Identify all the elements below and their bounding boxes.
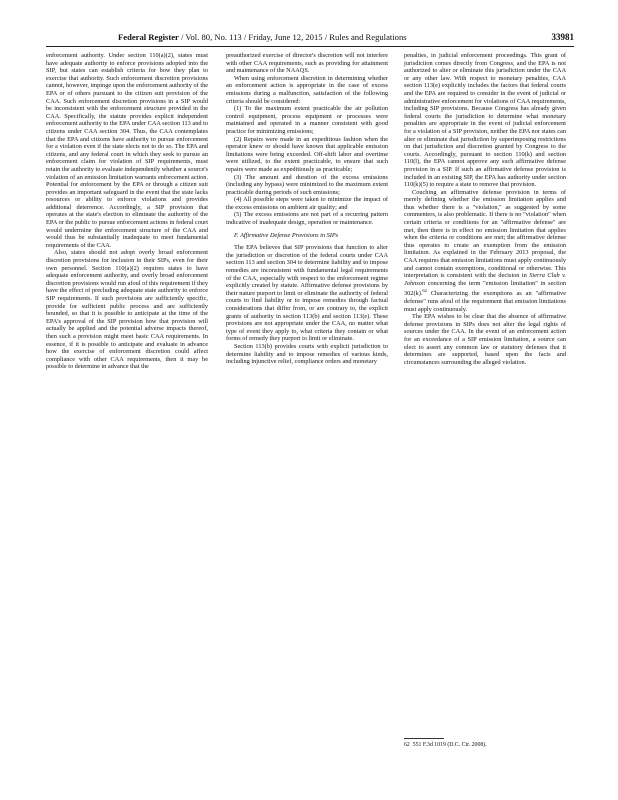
publication-name: Federal Register	[118, 32, 179, 42]
paragraph: (1) To the maximum extent practicable the air pollution control equipment, process equipment or processes were maintained and operated in a manner consistent with good practice for minimizing emissions;	[226, 105, 388, 135]
footnote-rule	[404, 738, 444, 739]
volume-number: Vol. 80, No. 113	[185, 32, 242, 42]
paragraph: (5) The excess emissions are not part of a recurring pattern indicative of inadequate design, operation or maintenance.	[226, 211, 388, 227]
text-column-1	[46, 52, 208, 752]
case-name: Sierra Club v. Johnson	[404, 272, 566, 287]
page-header	[46, 32, 574, 46]
section-name: Rules and Regulations	[329, 32, 407, 42]
page-number: 33981	[551, 32, 574, 42]
paragraph: (4) All possible steps were taken to minimize the impact of the excess emissions on ambient air quality; and	[226, 196, 388, 211]
paragraph: enforcement authority. Under section 110(a)(2), states must have adequate authority to enforce provisions adopted into the SIP, but states can establish criteria for how they plan to exercise that authority. Such enforcement discretion provisions cannot, however, impinge upon the enforcement authority of the EPA or of others pursuant to the citizen suit provision of the CAA. Such enforcement discretion provisions in a SIP would be inconsistent with the enforcement structure provided in the CAA. Specifically, the statute provides explicit independent enforcement authority to the EPA under CAA section 113 and to citizens under CAA section 304. Thus, the CAA contemplates that the EPA and citizens have authority to pursue enforcement for a violation even if the state elects not to do so. The EPA and citizens, and any federal court in which they seek to pursue an enforcement claim for violation of SIP requirements, must retain the authority to evaluate independently whether a source's violation of an emission limitation warrants enforcement action. Potential for enforcement by the EPA or through a citizen suit provides an important safeguard in the event that the state lacks resources or ability to enforce violations and provides additional deterrence. Accordingly, a SIP provision that operates at the state's election to eliminate the authority of the EPA or the public to pursue enforcement actions in federal court would undermine the enforcement structure of the CAA and would thus be substantially inadequate to meet fundamental requirements of the CAA.	[46, 52, 208, 249]
section-heading: F. Affirmative Defense Provisions in SIPs	[234, 231, 339, 239]
footnote	[404, 738, 566, 749]
footnote-number: 62	[404, 742, 410, 748]
paragraph: (3) The amount and duration of the excess emissions (including any bypass) were minimized to the maximum extent practicable during periods of such emissions;	[226, 173, 388, 196]
paragraph: The EPA wishes to be clear that the absence of affirmative defense provisions in SIPs does not alter the legal rights of sources under the CAA. In the event of an enforcement action for an exceedance of a SIP emission limitation, a source can elect to assert any common law or statutory defenses that it determines are supported, based upon the facts and circumstances surrounding the alleged violation.	[404, 313, 566, 366]
footnote-text: 551 F.3d 1019 (D.C. Cir. 2008).	[412, 742, 487, 748]
paragraph-text: concerning the term "emission limitation" in section 302(k).	[404, 279, 566, 298]
footnote-reference[interactable]: 62	[422, 288, 427, 294]
paragraph: Section 113(b) provides courts with explicit jurisdiction to determine liability and to impose remedies of various kinds, including injunctive relief, compliance orders and monetary	[226, 342, 388, 366]
paragraph: The EPA believes that SIP provisions that function to alter the jurisdiction or discretion of the federal courts under CAA section 113 and section 304 to determine liability and to impose remedies are inconsistent with fundamental legal requirements of the CAA, especially with respect to the enforcement regime explicitly created by statute. Affirmative defense provisions by their nature purport to limit or eliminate the authority of federal courts to find liability or to impose remedies through factual considerations that differ from, or are contrary to, the explicit grants of authority in section 113(b) and section 113(e). These provisions are not appropriate under the CAA, no matter what type of event they apply to, what criteria they contain or what forms of remedy they purport to limit or eliminate.	[226, 244, 388, 343]
paragraph: Also, states should not adopt overly broad enforcement discretion provisions for inclusion in their SIPs, even for their own personnel. Section 110(a)(2) requires states to have adequate enforcement authority, and overly broad enforcement discretion provisions would run afoul of this requirement if they have the effect of precluding adequate state authority to enforce SIP requirements. If such provisions are sufficiently specific, provide for sufficient public process and are sufficiently bounded, so that it is possible to anticipate at the time of the EPA's approval of the SIP provision how that provision will actually be applied and the potential adverse impacts thereof, then such a provision might meet basic CAA requirements. In essence, if it is possible to anticipate and evaluate in advance how the exercise of enforcement discretion could affect compliance with other CAA requirements, then it may be possible to determine in advance that the	[46, 249, 208, 371]
paragraph-text: Characterizing the exemptions as an "affirmative defense" runs afoul of the requirement that emission limitations must apply continuously.	[404, 290, 566, 313]
issue-date: Friday, June 12, 2015	[248, 32, 323, 42]
text-column-3	[404, 52, 566, 752]
header-citation: Federal Register / Vol. 80, No. 113 / Friday, June 12, 2015 / Rules and Regulations	[118, 32, 407, 42]
text-column-2	[226, 52, 388, 752]
paragraph	[404, 189, 566, 314]
paragraph-text: Couching an affirmative defense provision in terms of merely defining whether the emission limitation applies and thus whether there is a "violation," as suggested by some commenters, is also problematic. If there is no "violation" when certain criteria or conditions for an "affirmative defense" are met, then there is in effect no emission limitation that applies when the criteria or conditions are met; the affirmative defense thus operates to create an exemption from the emission limitation. As explained in the February 2013 proposal, the CAA requires that emission limitations must apply continuously and cannot contain exemptions, conditional or otherwise. This interpretation is consistent with the decision in	[404, 188, 566, 280]
paragraph: penalties, in judicial enforcement proceedings. This grant of jurisdiction comes directly from Congress, and the EPA is not authorized to alter or eliminate this jurisdiction under the CAA or any other law. With respect to monetary penalties, CAA section 113(e) explicitly includes the factors that federal courts and the EPA are required to consider in the event of judicial or administrative enforcement for violations of CAA requirements, including SIP provisions. Because Congress has already given federal courts the jurisdiction to determine what monetary penalties are appropriate in the event of judicial enforcement for a violation of a SIP provision, neither the EPA nor states can alter or eliminate that jurisdiction by superimposing restrictions on that jurisdiction and discretion granted by Congress to the courts. Accordingly, pursuant to section 110(k) and section 110(l), the EPA cannot approve any such affirmative defense provision in a SIP. If such an affirmative defense provision is included in an existing SIP, the EPA has authority under section 110(k)(5) to require a state to remove that provision.	[404, 52, 566, 189]
paragraph: When using enforcement discretion in determining whether an enforcement action is appropriate in the case of excess emissions during a malfunction, satisfaction of the following criteria should be considered:	[226, 74, 388, 105]
paragraph: (2) Repairs were made in an expeditious fashion when the operator knew or should have known that applicable emission limitations were being exceeded. Off-shift labor and overtime were utilized, to the extent practicable, to ensure that such repairs were made as expeditiously as practicable;	[226, 135, 388, 173]
paragraph: preauthorized exercise of director's discretion will not interfere with other CAA requirements, such as providing for attainment and maintenance of the NAAQS.	[226, 52, 388, 75]
header-rule	[46, 46, 574, 47]
